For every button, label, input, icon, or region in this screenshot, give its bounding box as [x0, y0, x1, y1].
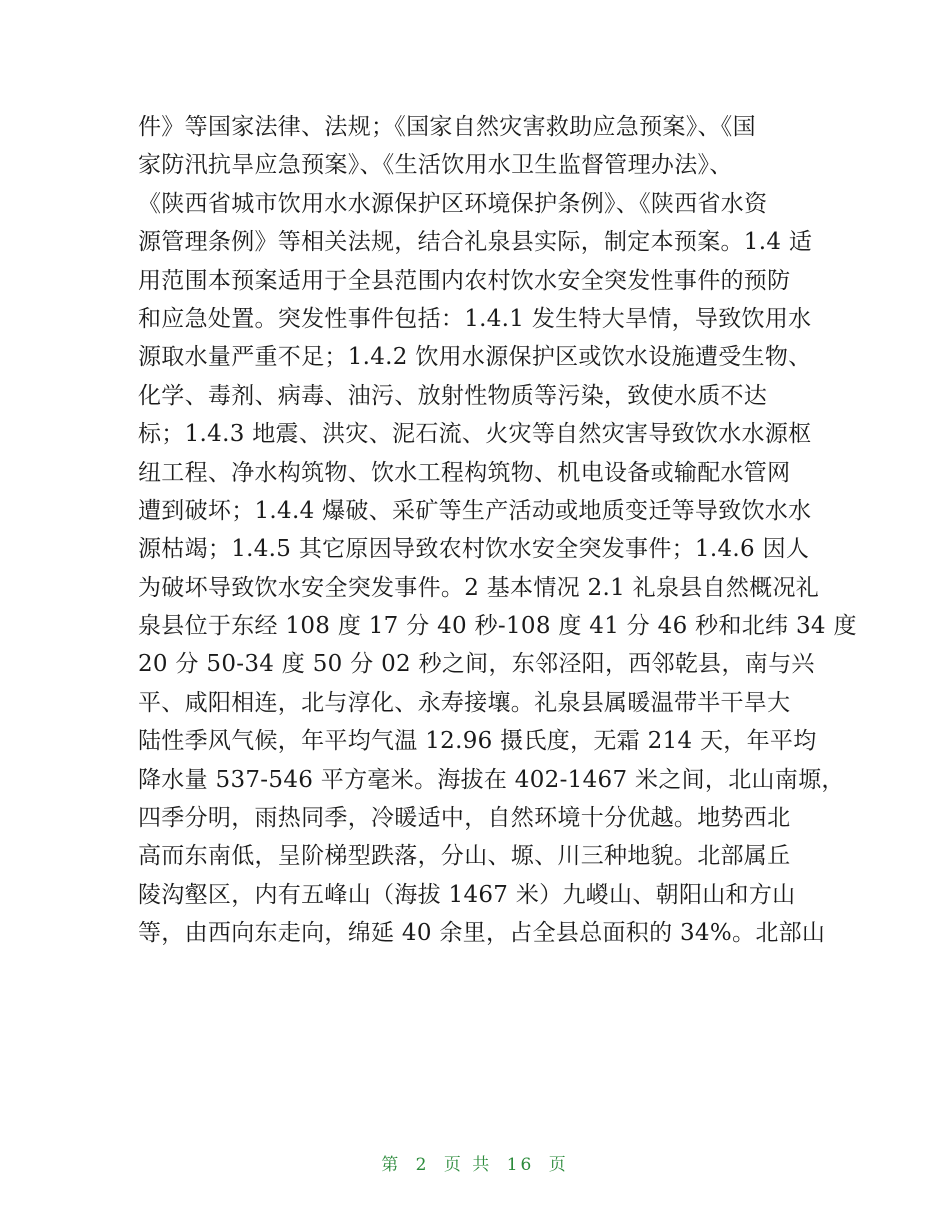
text-line: 源枯竭；1.4.5 其它原因导致农村饮水安全突发事件；1.4.6 因人 — [138, 536, 810, 563]
text-line: 源管理条例》等相关法规，结合礼泉县实际，制定本预案。1.4 适 — [138, 229, 813, 256]
text-line: 化学、毒剂、病毒、油污、放射性物质等污染，致使水质不达 — [138, 382, 768, 409]
text-line: 20 分 50-34 度 50 分 02 秒之间，东邻泾阳，西邻乾县，南与兴 — [138, 651, 815, 678]
text-line: 平、咸阳相连，北与淳化、永寿接壤。礼泉县属暖温带半干旱大 — [138, 689, 791, 716]
footer-prefix: 第 — [381, 1155, 402, 1175]
text-line: 纽工程、净水构筑物、饮水工程构筑物、机电设备或输配水管网 — [138, 459, 791, 486]
text-line: 为破坏导致饮水安全突发事件。2 基本情况 2.1 礼泉县自然概况礼 — [138, 574, 820, 601]
text-line: 等，由西向东走向，绵延 40 余里，占全县总面积的 34%。北部山 — [138, 920, 826, 947]
page-footer — [0, 1150, 950, 1175]
text-line: 标；1.4.3 地震、洪灾、泥石流、火灾等自然灾害导致饮水水源枢 — [138, 421, 812, 448]
text-line: 件》等国家法律、法规；《国家自然灾害救助应急预案》、《国 — [138, 114, 756, 140]
text-line: 家防汛抗旱应急预案》、《生活饮用水卫生监督管理办法》、 — [138, 152, 733, 179]
text-line: 泉县位于东经 108 度 17 分 40 秒-108 度 41 分 46 秒和北纬 34 度 — [138, 613, 857, 640]
text-line: 高而东南低，呈阶梯型跌落，分山、塬、川三种地貌。北部属丘 — [138, 843, 791, 870]
text-line: 降水量 537-546 平方毫米。海拔在 402-1467 米之间，北山南塬， — [138, 766, 845, 793]
current-page-number: 2 — [415, 1155, 430, 1175]
text-line: 遭到破坏；1.4.4 爆破、采矿等生产活动或地质变迁等导致饮水水 — [138, 497, 812, 524]
body-text — [138, 108, 857, 953]
footer-middle: 页 共 — [443, 1155, 493, 1175]
text-line: 源取水量严重不足；1.4.2 饮用水源保护区或饮水设施遭受生物、 — [138, 344, 812, 371]
text-line: 用范围本预案适用于全县范围内农村饮水安全突发性事件的预防 — [138, 267, 791, 294]
text-line: 和应急处置。突发性事件包括：1.4.1 发生特大旱情，导致饮用水 — [138, 305, 812, 332]
text-line: 陵沟壑区，内有五峰山（海拔 1467 米）九嵕山、朝阳山和方山 — [138, 881, 796, 908]
text-line: 《陕西省城市饮用水水源保护区环境保护条例》、《陕西省水资 — [138, 190, 768, 217]
text-line: 四季分明，雨热同季，冷暖适中，自然环境十分优越。地势西北 — [138, 805, 791, 832]
total-pages-number: 16 — [506, 1155, 535, 1175]
footer-suffix: 页 — [548, 1155, 569, 1175]
text-line: 陆性季风气候，年平均气温 12.96 摄氏度，无霜 214 天，年平均 — [138, 728, 817, 755]
